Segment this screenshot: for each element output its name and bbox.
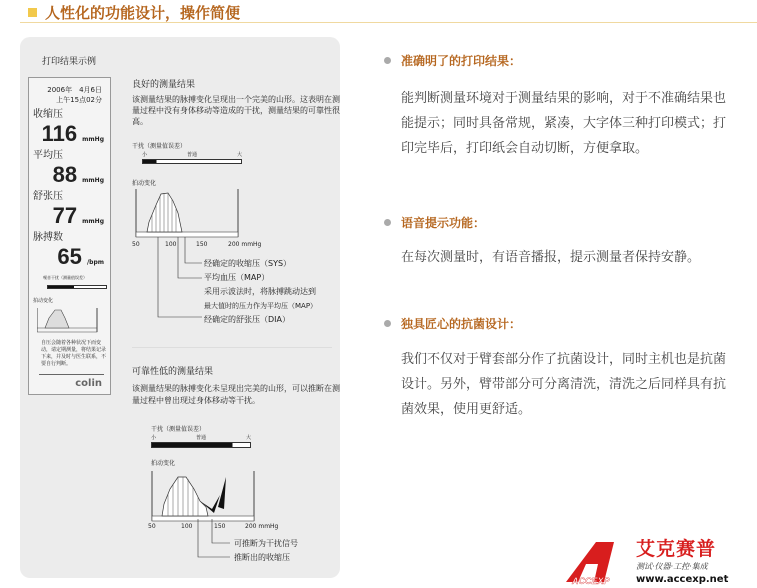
feature-title: 语音提示功能： — [401, 216, 486, 230]
receipt-pulse-chart — [37, 306, 107, 336]
good-leader-lines — [132, 235, 212, 325]
panel-title: 打印结果示例 — [42, 57, 97, 67]
feature-heading-print — [384, 52, 521, 69]
annotation-map: 平均血压（MAP） — [204, 273, 270, 282]
feature-text-antibacterial: 我们不仅对于臂套部分作了抗菌设计，同时主机也是抗菌设计。另外，臂带部分可分离清洗，清洗之后同样具有抗菌效果，使用更舒适。 — [401, 352, 727, 417]
dia-label: 舒张压 — [33, 191, 63, 202]
logo-name: 艾克赛普 — [636, 538, 717, 560]
good-result-title: 良好的测量结果 — [132, 80, 196, 90]
annotation-sys-estimated: 推断出的收缩压 — [234, 553, 290, 562]
scale-mid: 普通 — [186, 152, 197, 158]
bullet-dot-icon — [384, 219, 391, 226]
map-value: 88 — [52, 162, 78, 187]
good-result-desc: 该测量结果的脉搏变化呈现出一个完美的山形。这表明在测量过程中没有身体移动等造成的干扰，测量结果的可靠性很高。 — [132, 95, 340, 126]
accexp-a-mark-icon — [562, 538, 630, 586]
axis-tick: 200 mmHg — [228, 241, 262, 248]
axis-tick: 150 — [214, 523, 226, 530]
feature-title: 独具匠心的抗菌设计： — [401, 317, 522, 331]
bullet-dot-icon — [384, 57, 391, 64]
logo-url[interactable]: www.accexp.net — [636, 574, 729, 585]
axis-tick: 100 — [181, 523, 193, 530]
axis-tick: 50 — [148, 523, 156, 530]
sys-label: 收缩压 — [33, 109, 63, 120]
axis-tick: 100 — [165, 241, 177, 248]
dia-unit: mmHg — [82, 218, 104, 225]
feature-text-voice: 在每次测量时，有语音播报，提示测量者保持安静。 — [401, 250, 701, 265]
good-noise-bar — [142, 159, 242, 164]
pulse-unit: /bpm — [86, 259, 104, 266]
feature-text-print: 能判断测量环境对于测量结果的影响，对于不准确结果也能提示；同时具备常规，紧凑，大字体三种打印模式；打印完毕后，打印纸会自动切断，方便拿取。 — [401, 91, 727, 156]
bullet-dot-icon — [384, 320, 391, 327]
brand-logo: colin — [75, 378, 102, 389]
feature-heading-antibacterial — [384, 315, 521, 332]
accexp-logo — [562, 536, 757, 588]
poor-result-desc: 该测量结果的脉搏变化未呈现出完美的山形，可以推断在测量过程中曾出现过身体移动等干扰。 — [132, 384, 340, 405]
map-label: 平均压 — [33, 150, 63, 161]
scale-mid: 普通 — [195, 435, 206, 441]
section-header — [28, 2, 240, 22]
logo-mark-text: ACCEXP — [572, 576, 610, 586]
poor-result-title: 可靠性低的测量结果 — [132, 367, 214, 377]
receipt-pulse-label: 拍动变化 — [33, 298, 54, 304]
poor-pulse-label: 拍动变化 — [151, 460, 176, 467]
receipt-noise-label: 噪音干扰（测量值误差） — [43, 275, 87, 280]
pulse-value: 65 — [57, 244, 82, 269]
good-pulse-label: 拍动变化 — [132, 180, 157, 187]
scale-low: 小 — [142, 152, 148, 158]
axis-tick: 50 — [132, 241, 140, 248]
annotation-sys: 经确定的收缩压（SYS） — [204, 259, 292, 268]
sys-value: 116 — [41, 121, 78, 146]
annotation-map-desc: 采用示波法时，将脉搏跳动达到 — [204, 287, 316, 296]
receipt-note: 自压会随着各种状况下而变动，请定期测量，将结果记录下来，并及时与医生联系，不要自行判断。 — [41, 340, 107, 367]
annotation-map-desc-2: 最大值时的压力作为平均压（MAP） — [204, 302, 318, 310]
poor-noise-label: 干扰（测量值误差） — [151, 426, 206, 433]
scale-low: 小 — [151, 435, 157, 441]
good-noise-label: 干扰（测量值误差） — [132, 143, 187, 150]
receipt-date: 2006年 4月6日 — [47, 86, 102, 94]
annotation-noise: 可推断为干扰信号 — [234, 539, 298, 548]
section-title: 人性化的功能设计，操作简便 — [45, 3, 241, 22]
receipt-noise-bar — [47, 285, 107, 289]
scale-high: 大 — [236, 152, 242, 158]
sys-unit: mmHg — [82, 136, 104, 143]
receipt-time: 上午15点02分 — [56, 96, 102, 104]
annotation-dia: 经确定的舒张压（DIA） — [204, 315, 290, 324]
bullet-square-icon — [28, 8, 37, 17]
axis-tick: 150 — [196, 241, 208, 248]
axis-tick: 200 mmHg — [245, 523, 279, 530]
pulse-label: 脉搏数 — [33, 232, 63, 243]
poor-noise-bar — [151, 442, 251, 448]
dia-value: 77 — [52, 203, 78, 228]
logo-tagline: 测试·仪器·工控·集成 — [636, 562, 708, 571]
feature-heading-voice — [384, 214, 485, 231]
map-unit: mmHg — [82, 177, 104, 184]
scale-high: 大 — [245, 435, 251, 441]
feature-title: 准确明了的打印结果： — [401, 54, 522, 68]
divider — [20, 22, 757, 23]
print-example-panel — [20, 37, 340, 578]
receipt — [28, 77, 111, 395]
